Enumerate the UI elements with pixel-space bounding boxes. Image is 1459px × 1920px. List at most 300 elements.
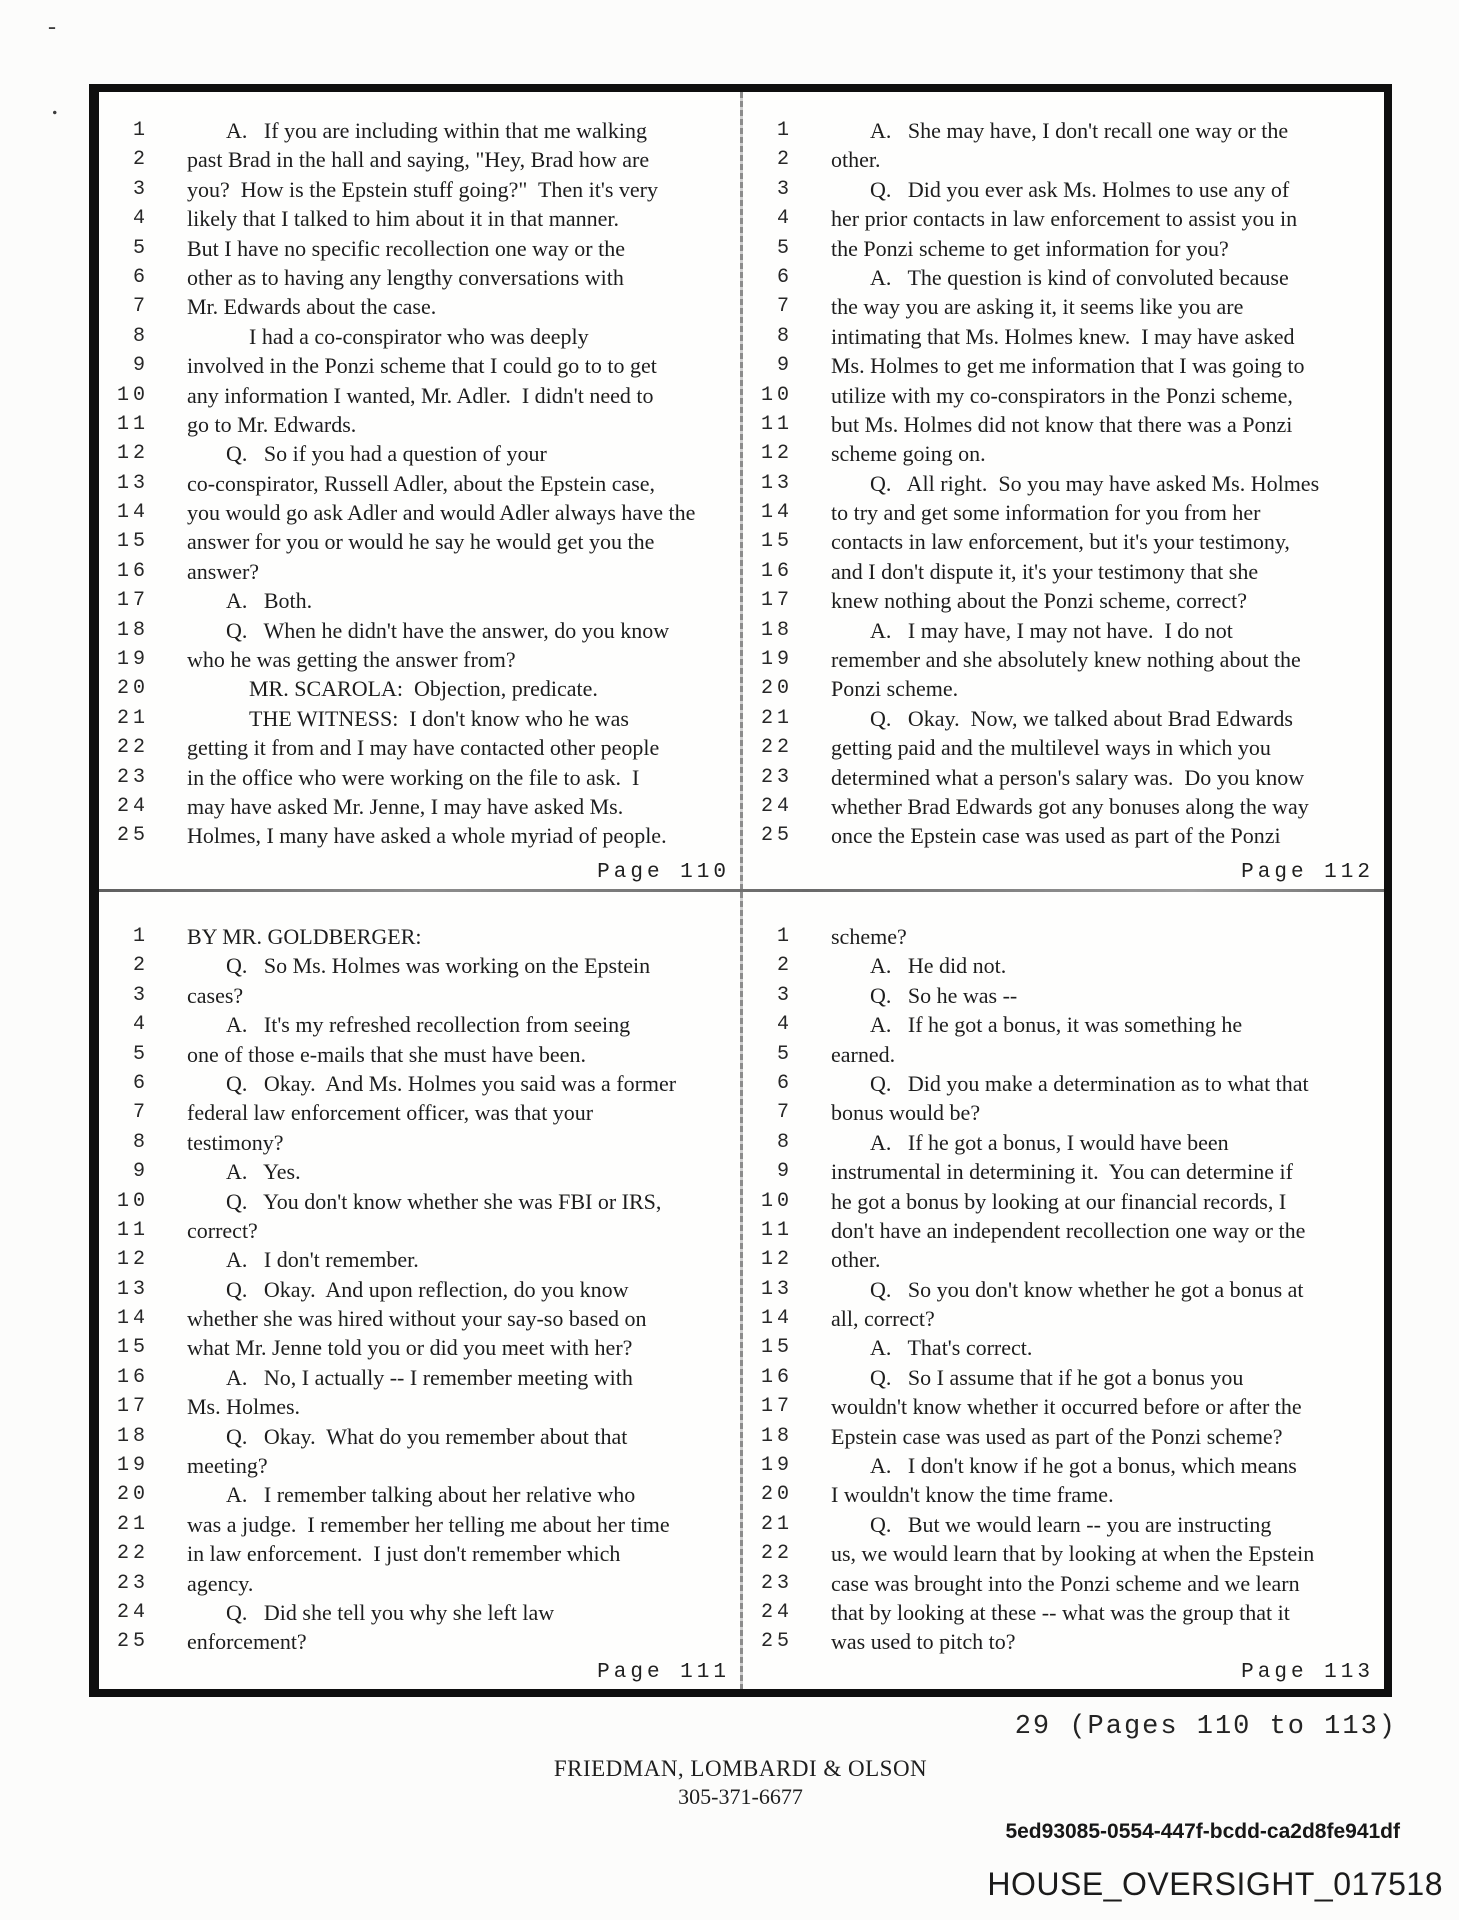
line-text: Q. All right. So you may have asked Ms. Holmes — [870, 470, 1320, 496]
line-number: 17 — [116, 589, 149, 613]
line-text: correct? — [187, 1217, 258, 1243]
transcript-line — [743, 1216, 1384, 1245]
transcript-line — [743, 1275, 1384, 1304]
transcript-line — [99, 1069, 740, 1098]
line-text: getting it from and I may have contacted other people — [187, 735, 660, 761]
page-label: Page 110 — [597, 861, 730, 884]
firm-phone-number: 305-371-6677 — [678, 1784, 803, 1809]
line-number: 22 — [116, 1542, 149, 1566]
transcript-line — [743, 922, 1384, 951]
line-number: 21 — [760, 1512, 793, 1536]
line-text: A. I don't know if he got a bonus, which means — [870, 1453, 1297, 1479]
transcript-bottom-row — [99, 892, 1384, 1689]
line-text: Q. Okay. What do you remember about that — [226, 1423, 628, 1449]
document-id-stamp: 5ed93085-0554-447f-bcdd-ca2d8fe941df — [1005, 1820, 1400, 1843]
transcript-line — [99, 292, 740, 321]
line-number: 20 — [116, 1483, 149, 1507]
line-number: 14 — [116, 501, 149, 525]
transcript-line — [99, 1422, 740, 1451]
transcript-line — [743, 704, 1384, 733]
line-number: 10 — [760, 1189, 793, 1213]
transcript-top-row — [99, 92, 1384, 889]
line-number: 21 — [116, 1512, 149, 1536]
transcript-line — [743, 145, 1384, 174]
line-text: Q. Did you ever ask Ms. Holmes to use any of — [870, 176, 1290, 202]
transcript-line — [99, 351, 740, 380]
page-label: Page 113 — [1241, 1661, 1374, 1684]
line-number: 12 — [116, 1248, 149, 1272]
line-number: 6 — [132, 1071, 149, 1095]
line-number: 25 — [760, 1630, 793, 1654]
line-number: 9 — [132, 354, 149, 378]
line-number: 15 — [760, 1336, 793, 1360]
line-text: bonus would be? — [831, 1100, 981, 1126]
transcript-line — [743, 981, 1384, 1010]
transcript-lines — [743, 116, 1384, 851]
line-text: he got a bonus by looking at our financial records, I — [831, 1188, 1287, 1214]
transcript-line — [99, 1128, 740, 1157]
line-number: 20 — [760, 1483, 793, 1507]
transcript-line — [743, 1098, 1384, 1127]
line-number: 11 — [760, 412, 793, 436]
line-number: 21 — [116, 706, 149, 730]
line-text: A. I remember talking about her relative who — [226, 1482, 636, 1508]
transcript-line — [99, 733, 740, 762]
transcript-line — [99, 1010, 740, 1039]
transcript-page — [99, 92, 740, 889]
line-number: 12 — [116, 442, 149, 466]
line-number: 5 — [132, 1042, 149, 1066]
transcript-line — [743, 1569, 1384, 1598]
line-number: 4 — [776, 207, 793, 231]
line-number: 6 — [132, 265, 149, 289]
line-text: Epstein case was used as part of the Ponzi scheme? — [831, 1423, 1283, 1449]
line-number: 2 — [776, 954, 793, 978]
line-text: whether Brad Edwards got any bonuses along the way — [831, 793, 1309, 819]
transcript-line — [743, 951, 1384, 980]
line-number: 15 — [116, 530, 149, 554]
line-text: meeting? — [187, 1453, 268, 1479]
line-number: 14 — [760, 501, 793, 525]
transcript-line — [99, 1245, 740, 1274]
line-number: 17 — [760, 1395, 793, 1419]
line-number: 25 — [116, 1630, 149, 1654]
transcript-line — [743, 1627, 1384, 1656]
margin-dash-mark: - — [48, 14, 56, 40]
transcript-line — [743, 204, 1384, 233]
line-number: 7 — [132, 1101, 149, 1125]
transcript-line — [99, 792, 740, 821]
transcript-line — [743, 1392, 1384, 1421]
line-number: 16 — [116, 559, 149, 583]
line-text: was used to pitch to? — [831, 1629, 1016, 1655]
transcript-line — [743, 557, 1384, 586]
transcript-line — [743, 322, 1384, 351]
line-number: 24 — [760, 1600, 793, 1624]
transcript-line — [743, 1333, 1384, 1362]
transcript-line — [99, 616, 740, 645]
line-text: other. — [831, 147, 881, 173]
line-number: 13 — [116, 1277, 149, 1301]
line-number: 24 — [116, 794, 149, 818]
line-text: other. — [831, 1247, 881, 1273]
line-number: 15 — [116, 1336, 149, 1360]
line-text: Q. Did you make a determination as to what that — [870, 1070, 1309, 1096]
transcript-line — [743, 263, 1384, 292]
line-number: 21 — [760, 706, 793, 730]
line-text: A. That's correct. — [870, 1335, 1033, 1361]
line-number: 5 — [776, 236, 793, 260]
line-text: Q. Okay. And Ms. Holmes you said was a former — [226, 1070, 677, 1096]
transcript-line — [99, 1157, 740, 1186]
line-text: Q. So I assume that if he got a bonus you — [870, 1364, 1244, 1390]
transcript-line — [743, 821, 1384, 850]
line-text: Q. So he was -- — [870, 982, 1018, 1008]
line-text: A. I don't remember. — [226, 1247, 419, 1273]
line-text: Q. Okay. And upon reflection, do you know — [226, 1276, 629, 1302]
transcript-line — [743, 1040, 1384, 1069]
line-number: 23 — [116, 765, 149, 789]
transcript-line — [99, 1480, 740, 1509]
transcript-four-up-table — [89, 84, 1392, 1697]
transcript-line — [99, 1510, 740, 1539]
line-text: BY MR. GOLDBERGER: — [187, 924, 422, 949]
line-text: that by looking at these -- what was the group that it — [831, 1599, 1290, 1625]
transcript-line — [743, 1128, 1384, 1157]
line-number: 8 — [132, 1130, 149, 1154]
line-number: 18 — [760, 1424, 793, 1448]
line-text: A. He did not. — [870, 953, 1007, 979]
line-text: to try and get some information for you from her — [831, 500, 1261, 526]
transcript-line — [743, 616, 1384, 645]
line-number: 4 — [132, 207, 149, 231]
line-text: but Ms. Holmes did not know that there was a Ponzi — [831, 411, 1293, 437]
line-text: A. The question is kind of convoluted because — [870, 264, 1289, 290]
line-number: 10 — [116, 383, 149, 407]
line-number: 18 — [760, 618, 793, 642]
line-number: 4 — [132, 1013, 149, 1037]
line-text: scheme? — [831, 924, 907, 949]
line-text: Q. When he didn't have the answer, do you know — [226, 617, 670, 643]
line-number: 1 — [132, 925, 149, 948]
transcript-line — [743, 1245, 1384, 1274]
transcript-line — [99, 322, 740, 351]
transcript-line — [99, 645, 740, 674]
transcript-line — [99, 1392, 740, 1421]
line-text: once the Epstein case was used as part of the Ponzi — [831, 823, 1281, 849]
line-text: knew nothing about the Ponzi scheme, correct? — [831, 588, 1248, 614]
line-number: 2 — [132, 148, 149, 172]
line-text: Holmes, I many have asked a whole myriad of people. — [187, 823, 667, 849]
line-number: 2 — [776, 148, 793, 172]
transcript-line — [743, 586, 1384, 615]
transcript-line — [743, 792, 1384, 821]
line-text: instrumental in determining it. You can determine if — [831, 1159, 1293, 1185]
line-text: earned. — [831, 1041, 896, 1067]
transcript-line — [743, 1157, 1384, 1186]
line-number: 12 — [760, 1248, 793, 1272]
line-text: other as to having any lengthy conversations with — [187, 264, 624, 290]
line-number: 4 — [776, 1013, 793, 1037]
line-text: you would go ask Adler and would Adler always have the — [187, 500, 696, 526]
line-number: 24 — [760, 794, 793, 818]
line-number: 20 — [116, 677, 149, 701]
line-number: 13 — [116, 471, 149, 495]
line-text: and I don't dispute it, it's your testimony that she — [831, 558, 1259, 584]
line-text: the way you are asking it, it seems like you are — [831, 294, 1244, 320]
line-text: Mr. Edwards about the case. — [187, 294, 437, 320]
transcript-line — [99, 586, 740, 615]
transcript-line — [99, 1216, 740, 1245]
transcript-line — [743, 1422, 1384, 1451]
line-number: 16 — [760, 559, 793, 583]
line-text: the Ponzi scheme to get information for you? — [831, 235, 1229, 261]
line-text: A. Both. — [226, 588, 313, 614]
transcript-line — [743, 1363, 1384, 1392]
transcript-line — [99, 175, 740, 204]
line-text: remember and she absolutely knew nothing about the — [831, 647, 1301, 673]
line-number: 11 — [116, 1218, 149, 1242]
line-number: 8 — [776, 324, 793, 348]
line-text: in law enforcement. I just don't remember which — [187, 1541, 621, 1567]
transcript-line — [99, 1451, 740, 1480]
transcript-line — [99, 1539, 740, 1568]
line-text: Ms. Holmes to get me information that I was going to — [831, 353, 1305, 379]
transcript-line — [743, 381, 1384, 410]
line-text: any information I wanted, Mr. Adler. I didn't need to — [187, 382, 654, 408]
transcript-lines — [99, 922, 740, 1657]
transcript-line — [99, 234, 740, 263]
line-text: utilize with my co-conspirators in the Ponzi scheme, — [831, 382, 1293, 408]
transcript-page — [743, 892, 1384, 1689]
line-number: 2 — [132, 954, 149, 978]
transcript-lines — [99, 116, 740, 851]
line-text: Q. So Ms. Holmes was working on the Epstein — [226, 953, 651, 979]
line-text: But I have no specific recollection one way or the — [187, 235, 626, 261]
line-number: 6 — [776, 1071, 793, 1095]
line-number: 25 — [760, 824, 793, 848]
transcript-page — [99, 892, 740, 1689]
transcript-line — [99, 1598, 740, 1627]
transcript-line — [743, 1010, 1384, 1039]
line-text: getting paid and the multilevel ways in which you — [831, 735, 1271, 761]
line-text: scheme going on. — [831, 441, 986, 467]
transcript-line — [99, 1363, 740, 1392]
line-text: enforcement? — [187, 1629, 307, 1655]
transcript-line — [99, 1040, 740, 1069]
transcript-line — [99, 1187, 740, 1216]
line-text: A. No, I actually -- I remember meeting with — [226, 1364, 633, 1390]
line-text: testimony? — [187, 1129, 284, 1155]
transcript-line — [743, 1451, 1384, 1480]
transcript-line — [99, 469, 740, 498]
line-text: cases? — [187, 982, 244, 1008]
line-number: 3 — [132, 983, 149, 1007]
line-text: one of those e-mails that she must have been. — [187, 1041, 586, 1067]
transcript-line — [99, 1569, 740, 1598]
transcript-line — [743, 175, 1384, 204]
transcript-line — [743, 351, 1384, 380]
line-number: 6 — [776, 265, 793, 289]
line-text: A. If you are including within that me walking — [226, 118, 647, 143]
line-number: 10 — [760, 383, 793, 407]
line-number: 23 — [116, 1571, 149, 1595]
transcript-line — [743, 527, 1384, 556]
page-label: Page 111 — [597, 1661, 730, 1684]
transcript-line — [99, 410, 740, 439]
line-number: 8 — [776, 1130, 793, 1154]
transcript-line — [99, 763, 740, 792]
line-text: co-conspirator, Russell Adler, about the Epstein case, — [187, 470, 656, 496]
line-number: 3 — [776, 177, 793, 201]
line-text: whether she was hired without your say-so based on — [187, 1306, 647, 1332]
line-text: Ponzi scheme. — [831, 676, 959, 702]
line-text: I wouldn't know the time frame. — [831, 1482, 1114, 1508]
line-text: may have asked Mr. Jenne, I may have asked Ms. — [187, 793, 624, 819]
line-text: A. If he got a bonus, it was something he — [870, 1012, 1243, 1038]
page-label: Page 112 — [1241, 861, 1374, 884]
line-number: 5 — [132, 236, 149, 260]
line-text: case was brought into the Ponzi scheme and we learn — [831, 1570, 1300, 1596]
line-number: 7 — [776, 1101, 793, 1125]
court-reporting-firm-name: FRIEDMAN, LOMBARDI & OLSON — [553, 1756, 928, 1781]
transcript-line — [743, 763, 1384, 792]
transcript-line — [99, 145, 740, 174]
line-number: 9 — [776, 354, 793, 378]
transcript-line — [743, 498, 1384, 527]
line-text: answer for you or would he say he would get you the — [187, 529, 655, 555]
line-number: 16 — [116, 1365, 149, 1389]
line-number: 13 — [760, 1277, 793, 1301]
transcript-line — [743, 645, 1384, 674]
line-number: 14 — [760, 1307, 793, 1331]
line-text: likely that I talked to him about it in that manner. — [187, 206, 619, 232]
line-number: 23 — [760, 1571, 793, 1595]
line-text: you? How is the Epstein stuff going?" Then it's very — [187, 176, 659, 202]
line-text: A. She may have, I don't recall one way or the — [870, 118, 1289, 143]
line-number: 1 — [132, 119, 149, 142]
line-text: answer? — [187, 558, 260, 584]
line-text: Q. You don't know whether she was FBI or IRS, — [226, 1188, 662, 1214]
line-text: past Brad in the hall and saying, "Hey, Brad how are — [187, 147, 650, 173]
transcript-line — [99, 557, 740, 586]
transcript-line — [743, 234, 1384, 263]
line-number: 1 — [776, 119, 793, 142]
line-text: A. Yes. — [226, 1159, 301, 1185]
bates-number-stamp: HOUSE_OVERSIGHT_017518 — [987, 1866, 1443, 1902]
transcript-line — [743, 1304, 1384, 1333]
line-text: what Mr. Jenne told you or did you meet with her? — [187, 1335, 633, 1361]
transcript-line — [743, 1069, 1384, 1098]
transcript-line — [743, 674, 1384, 703]
line-text: contacts in law enforcement, but it's your testimony, — [831, 529, 1290, 555]
transcript-line — [99, 821, 740, 850]
line-text: I had a co-conspirator who was deeply — [249, 323, 589, 349]
transcript-line — [743, 1598, 1384, 1627]
line-number: 18 — [116, 1424, 149, 1448]
transcript-line — [743, 1480, 1384, 1509]
line-text: MR. SCAROLA: Objection, predicate. — [249, 676, 598, 702]
line-text: A. I may have, I may not have. I do not — [870, 617, 1233, 643]
line-number: 25 — [116, 824, 149, 848]
line-text: Ms. Holmes. — [187, 1394, 301, 1420]
transcript-line — [99, 951, 740, 980]
transcript-line — [99, 1304, 740, 1333]
line-number: 14 — [116, 1307, 149, 1331]
line-number: 18 — [116, 618, 149, 642]
transcript-line — [99, 498, 740, 527]
line-text: go to Mr. Edwards. — [187, 411, 357, 437]
transcript-line — [99, 204, 740, 233]
transcript-line — [743, 1187, 1384, 1216]
transcript-lines — [743, 922, 1384, 1657]
line-number: 17 — [760, 589, 793, 613]
page-range-summary: 29 (Pages 110 to 113) — [1014, 1712, 1397, 1742]
line-text: THE WITNESS: I don't know who he was — [249, 705, 629, 731]
line-text: Q. So you don't know whether he got a bonus at — [870, 1276, 1304, 1302]
transcript-line — [743, 1539, 1384, 1568]
line-number: 20 — [760, 677, 793, 701]
transcript-line — [743, 292, 1384, 321]
transcript-line — [743, 733, 1384, 762]
line-number: 11 — [760, 1218, 793, 1242]
line-number: 8 — [132, 324, 149, 348]
line-number: 12 — [760, 442, 793, 466]
transcript-line — [99, 381, 740, 410]
transcript-line — [743, 1510, 1384, 1539]
transcript-line — [99, 1627, 740, 1656]
line-text: was a judge. I remember her telling me about her time — [187, 1511, 670, 1537]
line-number: 9 — [132, 1160, 149, 1184]
line-text: wouldn't know whether it occurred before or after the — [831, 1394, 1302, 1420]
line-number: 5 — [776, 1042, 793, 1066]
line-text: involved in the Ponzi scheme that I could go to to get — [187, 353, 657, 379]
line-text: federal law enforcement officer, was that your — [187, 1100, 594, 1126]
line-number: 19 — [116, 1454, 149, 1478]
line-number: 24 — [116, 1600, 149, 1624]
line-number: 22 — [760, 736, 793, 760]
line-number: 17 — [116, 1395, 149, 1419]
transcript-line — [99, 1098, 740, 1127]
line-text: Q. But we would learn -- you are instructing — [870, 1511, 1272, 1537]
line-number: 15 — [760, 530, 793, 554]
transcript-line — [743, 469, 1384, 498]
line-number: 22 — [116, 736, 149, 760]
transcript-line — [743, 439, 1384, 468]
line-number: 10 — [116, 1189, 149, 1213]
transcript-line — [99, 116, 740, 145]
line-number: 19 — [760, 1454, 793, 1478]
transcript-page — [743, 92, 1384, 889]
line-number: 11 — [116, 412, 149, 436]
line-number: 3 — [132, 177, 149, 201]
line-number: 13 — [760, 471, 793, 495]
line-number: 16 — [760, 1365, 793, 1389]
line-text: Q. Okay. Now, we talked about Brad Edwards — [870, 705, 1293, 731]
line-text: A. If he got a bonus, I would have been — [870, 1129, 1229, 1155]
transcript-line — [743, 116, 1384, 145]
transcript-line — [743, 410, 1384, 439]
line-text: all, correct? — [831, 1306, 935, 1332]
line-text: in the office who were working on the file to ask. I — [187, 764, 640, 790]
transcript-line — [99, 527, 740, 556]
line-text: her prior contacts in law enforcement to assist you in — [831, 206, 1298, 232]
transcript-line — [99, 674, 740, 703]
line-text: intimating that Ms. Holmes knew. I may have asked — [831, 323, 1295, 349]
line-number: 23 — [760, 765, 793, 789]
line-number: 19 — [760, 648, 793, 672]
line-text: determined what a person's salary was. Do you know — [831, 764, 1305, 790]
